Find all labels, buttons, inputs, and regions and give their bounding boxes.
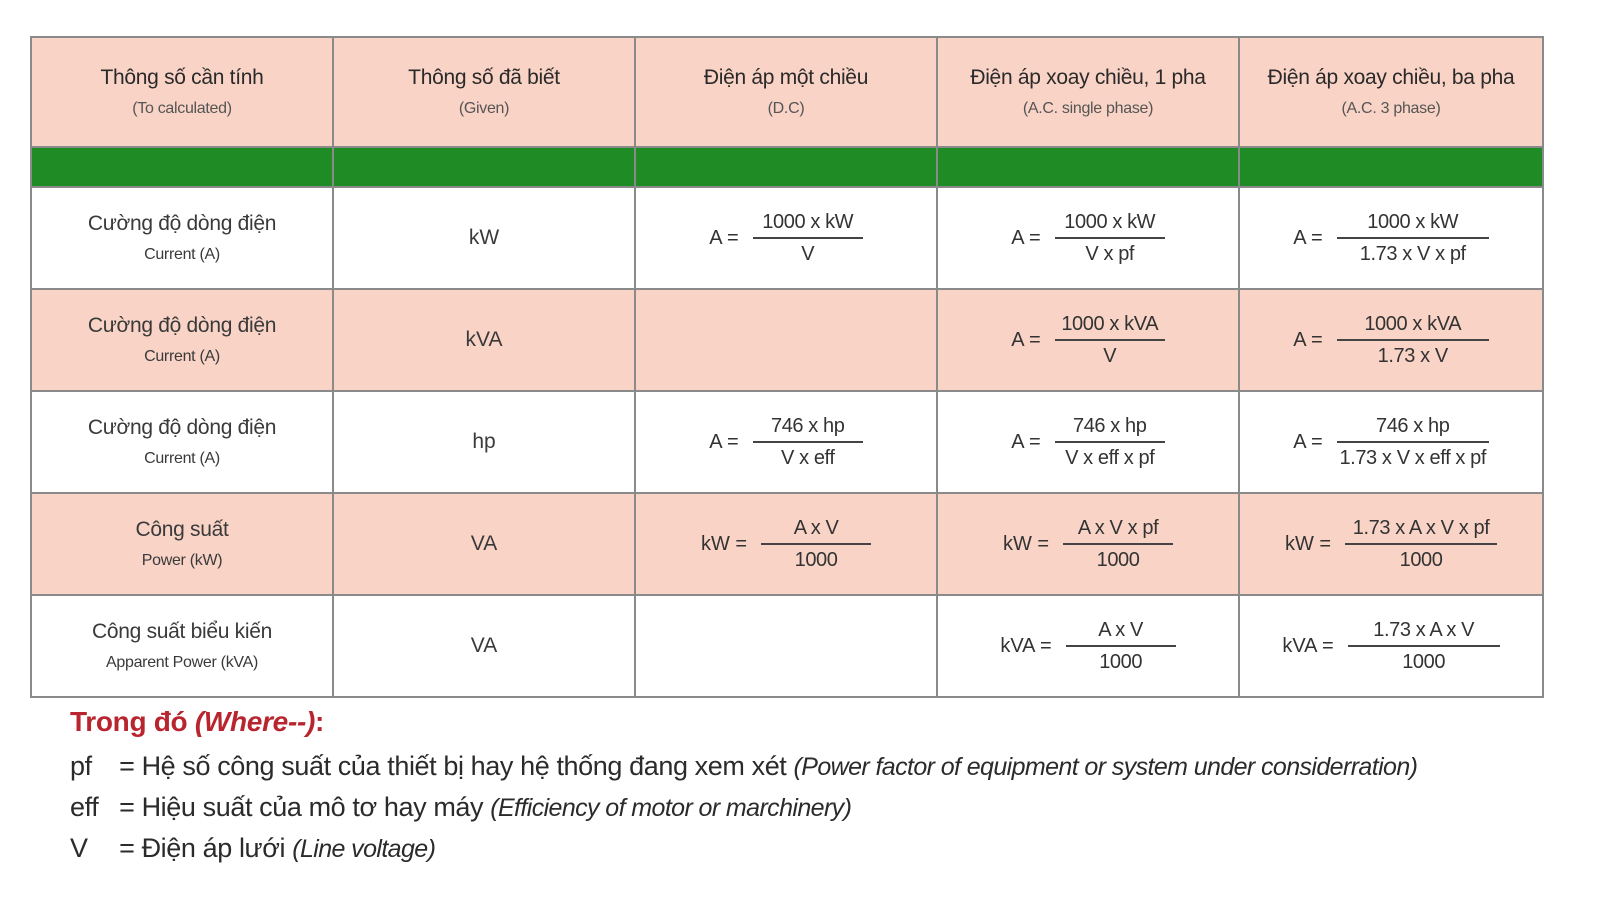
denominator: V x pf bbox=[1085, 243, 1135, 265]
table-row bbox=[31, 391, 1543, 493]
band-cell bbox=[635, 147, 937, 187]
numerator: 1000 x kW bbox=[762, 211, 854, 233]
band-cell bbox=[937, 147, 1239, 187]
fraction bbox=[1337, 411, 1489, 473]
row-label: Cường độ dòng điện bbox=[87, 314, 277, 337]
numerator: 1.73 x A x V x pf bbox=[1352, 517, 1490, 539]
fraction bbox=[1348, 615, 1500, 677]
row-label: Công suất biểu kiến bbox=[92, 620, 272, 643]
fraction bbox=[1337, 207, 1489, 269]
formula-lhs: kW = bbox=[1284, 532, 1332, 555]
numerator: 1.73 x A x V bbox=[1373, 619, 1475, 641]
formula bbox=[1282, 615, 1499, 677]
ac1-cell bbox=[937, 595, 1239, 697]
fraction bbox=[1063, 513, 1173, 575]
note-symbol: pf bbox=[70, 751, 92, 781]
given-value: VA bbox=[470, 532, 498, 555]
formula-lhs: A = bbox=[1011, 430, 1041, 453]
header-main: Điện áp một chiều bbox=[703, 66, 869, 89]
denominator: 1000 bbox=[794, 549, 838, 571]
ac3-cell bbox=[1239, 391, 1543, 493]
notes-title-colon: : bbox=[315, 706, 325, 737]
formula bbox=[709, 411, 862, 473]
band-cell bbox=[333, 147, 635, 187]
fraction bbox=[1055, 207, 1165, 269]
denominator: 1000 bbox=[1096, 549, 1140, 571]
note-definition-vi: = Hiệu suất của mô tơ hay máy bbox=[119, 792, 484, 822]
given-cell bbox=[333, 493, 635, 595]
ac1-cell bbox=[937, 391, 1239, 493]
formula bbox=[709, 207, 862, 269]
dc-cell bbox=[635, 289, 937, 391]
header-main: Điện áp xoay chiều, ba pha bbox=[1267, 66, 1515, 89]
fraction bbox=[1055, 309, 1165, 371]
label-cell bbox=[31, 289, 333, 391]
notes-section bbox=[70, 706, 1570, 869]
formula-lhs: kW = bbox=[1002, 532, 1050, 555]
fraction bbox=[753, 207, 863, 269]
formula-lhs: A = bbox=[1293, 430, 1323, 453]
formula bbox=[1011, 309, 1164, 371]
row-label: Công suất bbox=[135, 518, 229, 541]
fraction bbox=[1337, 309, 1489, 371]
label-cell bbox=[31, 595, 333, 697]
numerator: A x V x pf bbox=[1077, 517, 1159, 539]
given-value: kVA bbox=[465, 328, 503, 351]
header-given bbox=[333, 37, 635, 147]
header-dc bbox=[635, 37, 937, 147]
label-cell bbox=[31, 391, 333, 493]
note-definition-vi: = Hệ số công suất của thiết bị hay hệ thống đang xem xét bbox=[119, 751, 787, 781]
given-value: hp bbox=[472, 430, 496, 453]
header-to-calculated bbox=[31, 37, 333, 147]
note-definition-en: (Line voltage) bbox=[292, 835, 436, 863]
numerator: 746 x hp bbox=[1072, 415, 1147, 437]
header-sub: (D.C) bbox=[767, 100, 805, 117]
denominator: V x eff bbox=[780, 447, 835, 469]
notes-title-en: (Where--) bbox=[194, 706, 316, 737]
given-value: kW bbox=[468, 226, 500, 249]
formula bbox=[1000, 615, 1175, 677]
header-main: Thông số đã biết bbox=[408, 66, 560, 89]
denominator: V x eff x pf bbox=[1065, 447, 1155, 469]
formula-table bbox=[30, 36, 1544, 698]
header-ac-single bbox=[937, 37, 1239, 147]
band-cell bbox=[1239, 147, 1543, 187]
ac3-cell bbox=[1239, 289, 1543, 391]
note-definition-en: (Power factor of equipment or system under considerration) bbox=[793, 753, 1418, 781]
fraction bbox=[761, 513, 871, 575]
header-sub: (A.C. 3 phase) bbox=[1341, 100, 1441, 117]
formula bbox=[1293, 207, 1488, 269]
band-cell bbox=[31, 147, 333, 187]
note-symbol: eff bbox=[70, 792, 99, 822]
formula bbox=[1003, 513, 1173, 575]
formula-lhs: kVA = bbox=[1000, 634, 1052, 657]
denominator: 1000 bbox=[1402, 651, 1446, 673]
given-cell bbox=[333, 595, 635, 697]
dc-cell bbox=[635, 391, 937, 493]
fraction bbox=[1055, 411, 1165, 473]
table-row bbox=[31, 187, 1543, 289]
ac1-cell bbox=[937, 493, 1239, 595]
header-row bbox=[31, 37, 1543, 147]
numerator: 1000 x kW bbox=[1064, 211, 1156, 233]
green-band bbox=[31, 147, 1543, 187]
numerator: 1000 x kW bbox=[1367, 211, 1459, 233]
header-sub: (Given) bbox=[458, 100, 510, 117]
denominator: 1.73 x V x pf bbox=[1359, 243, 1466, 265]
formula-lhs: A = bbox=[709, 226, 739, 249]
given-cell bbox=[333, 187, 635, 289]
formula bbox=[701, 513, 871, 575]
ac3-cell bbox=[1239, 493, 1543, 595]
ac1-cell bbox=[937, 289, 1239, 391]
formula-lhs: kVA = bbox=[1282, 634, 1334, 657]
header-sub: (To calculated) bbox=[132, 100, 232, 117]
ac3-cell bbox=[1239, 595, 1543, 697]
note-definition-vi: = Điện áp lưới bbox=[119, 833, 286, 863]
row-label: Cường độ dòng điện bbox=[87, 212, 277, 235]
formula-lhs: A = bbox=[709, 430, 739, 453]
formula bbox=[1285, 513, 1497, 575]
dc-cell bbox=[635, 493, 937, 595]
ac1-cell bbox=[937, 187, 1239, 289]
denominator: V bbox=[801, 243, 815, 265]
fraction bbox=[753, 411, 863, 473]
label-cell bbox=[31, 187, 333, 289]
notes-title-vi: Trong đó bbox=[70, 706, 188, 737]
dc-cell bbox=[635, 595, 937, 697]
numerator: 1000 x kVA bbox=[1364, 313, 1462, 335]
label-cell bbox=[31, 493, 333, 595]
given-value: VA bbox=[470, 634, 498, 657]
row-sublabel: Power (kW) bbox=[141, 552, 223, 569]
numerator: A x V bbox=[793, 517, 839, 539]
row-sublabel: Current (A) bbox=[144, 348, 220, 365]
formula bbox=[1293, 309, 1488, 371]
row-sublabel: Apparent Power (kVA) bbox=[106, 654, 258, 671]
header-ac-three bbox=[1239, 37, 1543, 147]
given-cell bbox=[333, 289, 635, 391]
denominator: 1000 bbox=[1099, 651, 1143, 673]
document-sheet bbox=[22, 22, 1578, 900]
header-sub: (A.C. single phase) bbox=[1022, 100, 1154, 117]
row-sublabel: Current (A) bbox=[144, 450, 220, 467]
formula-lhs: kW = bbox=[700, 532, 748, 555]
notes-title bbox=[70, 706, 1570, 738]
formula bbox=[1011, 207, 1164, 269]
row-label: Cường độ dòng điện bbox=[87, 416, 277, 439]
formula-lhs: A = bbox=[1011, 328, 1041, 351]
table-row bbox=[31, 595, 1543, 697]
row-sublabel: Current (A) bbox=[144, 246, 220, 263]
numerator: 746 x hp bbox=[1375, 415, 1450, 437]
denominator: 1.73 x V x eff x pf bbox=[1339, 447, 1487, 469]
numerator: 746 x hp bbox=[770, 415, 845, 437]
ac3-cell bbox=[1239, 187, 1543, 289]
header-main: Thông số cần tính bbox=[100, 66, 264, 89]
table-row bbox=[31, 289, 1543, 391]
denominator: 1.73 x V bbox=[1377, 345, 1448, 367]
note-line-eff bbox=[70, 787, 1570, 828]
note-line-pf bbox=[70, 746, 1570, 787]
table-row bbox=[31, 493, 1543, 595]
given-cell bbox=[333, 391, 635, 493]
dc-cell bbox=[635, 187, 937, 289]
formula-lhs: A = bbox=[1293, 328, 1323, 351]
formula bbox=[1293, 411, 1488, 473]
note-symbol: V bbox=[70, 833, 88, 863]
fraction bbox=[1345, 513, 1497, 575]
note-line-v bbox=[70, 828, 1570, 869]
numerator: 1000 x kVA bbox=[1061, 313, 1159, 335]
note-definition-en: (Efficiency of motor or marchinery) bbox=[490, 794, 852, 822]
formula-lhs: A = bbox=[1011, 226, 1041, 249]
fraction bbox=[1066, 615, 1176, 677]
denominator: 1000 bbox=[1399, 549, 1443, 571]
formula bbox=[1011, 411, 1164, 473]
header-main: Điện áp xoay chiều, 1 pha bbox=[970, 66, 1206, 89]
formula-lhs: A = bbox=[1293, 226, 1323, 249]
denominator: V bbox=[1103, 345, 1117, 367]
numerator: A x V bbox=[1098, 619, 1143, 641]
